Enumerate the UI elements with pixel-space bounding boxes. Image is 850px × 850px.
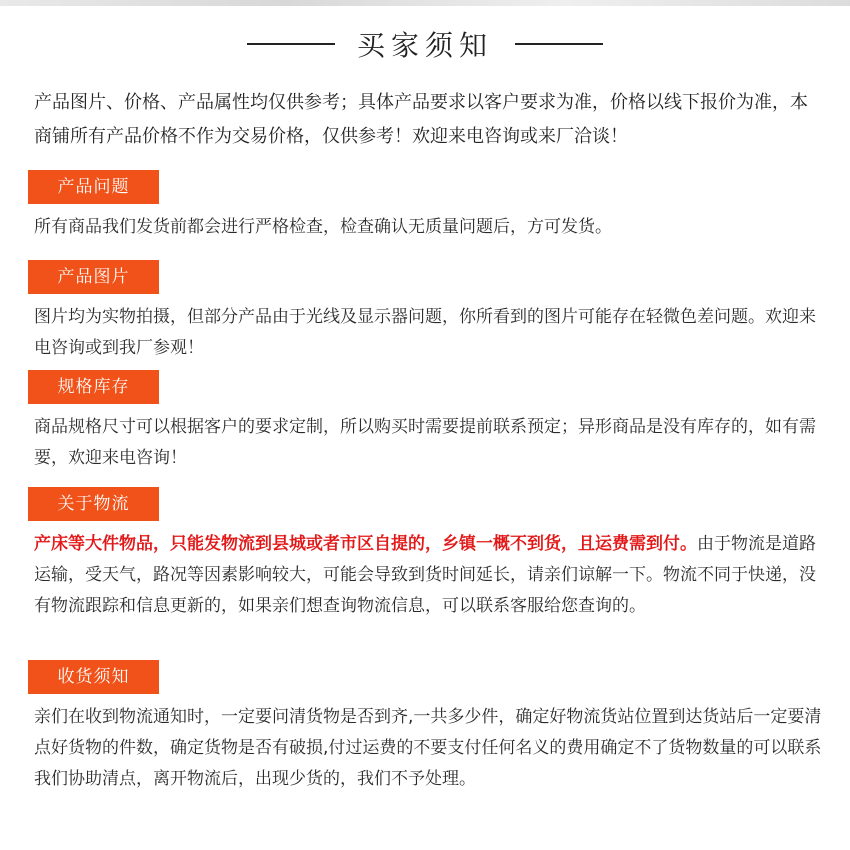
page-title: 买家须知	[356, 29, 493, 62]
intro-text: 产品图片、价格、产品属性均仅供参考；具体产品要求以客户要求为准，价格以线下报价为准，本商铺所有产品价格不作为交易价格，仅供参考！欢迎来电咨询或来厂洽谈！	[34, 92, 808, 147]
section-tag: 收货须知	[28, 660, 159, 694]
logistics-warning: 产床等大件物品，只能发物流到县城或者市区自提的，乡镇一概不到货，且运费需到付。	[34, 534, 697, 554]
section-tag: 关于物流	[28, 487, 159, 521]
section-text: 商品规格尺寸可以根据客户的要求定制，所以购买时需要提前联系预定；异形商品是没有库存的，如有需要，欢迎来电咨询！	[34, 417, 816, 468]
section-text: 所有商品我们发货前都会进行严格检查，检查确认无质量问题后，方可发货。	[34, 217, 612, 237]
title-right-line	[515, 43, 603, 45]
section-text	[34, 529, 824, 622]
logistics-detail: 由于物流是道路运输，受天气，路况等因素影响较大，可能会导致到货时间延长，请亲们谅解一下。物流不同于快递，没有物流跟踪和信息更新的，如果亲们想查询物流信息，可以联系客服给您查询的。	[34, 534, 816, 616]
title-left-line	[247, 43, 335, 45]
section-tag: 产品问题	[28, 170, 159, 204]
top-strip	[0, 0, 850, 6]
section-text: 图片均为实物拍摄，但部分产品由于光线及显示器问题，你所看到的图片可能存在轻微色差问题。欢迎来电咨询或到我厂参观！	[34, 307, 816, 358]
section-tag: 规格库存	[28, 370, 159, 404]
title-row	[0, 22, 850, 66]
section-tag: 产品图片	[28, 260, 159, 294]
section-text: 亲们在收到物流通知时，一定要问清货物是否到齐,一共多少件，确定好物流货站位置到达货站后一定要清 点好货物的件数，确定货物是否有破损,付过运费的不要支付任何名义的费用确定不了货物数量的可以联系我们协助清点，离开物流后，出现少货的，我们不予处理。	[34, 707, 822, 789]
